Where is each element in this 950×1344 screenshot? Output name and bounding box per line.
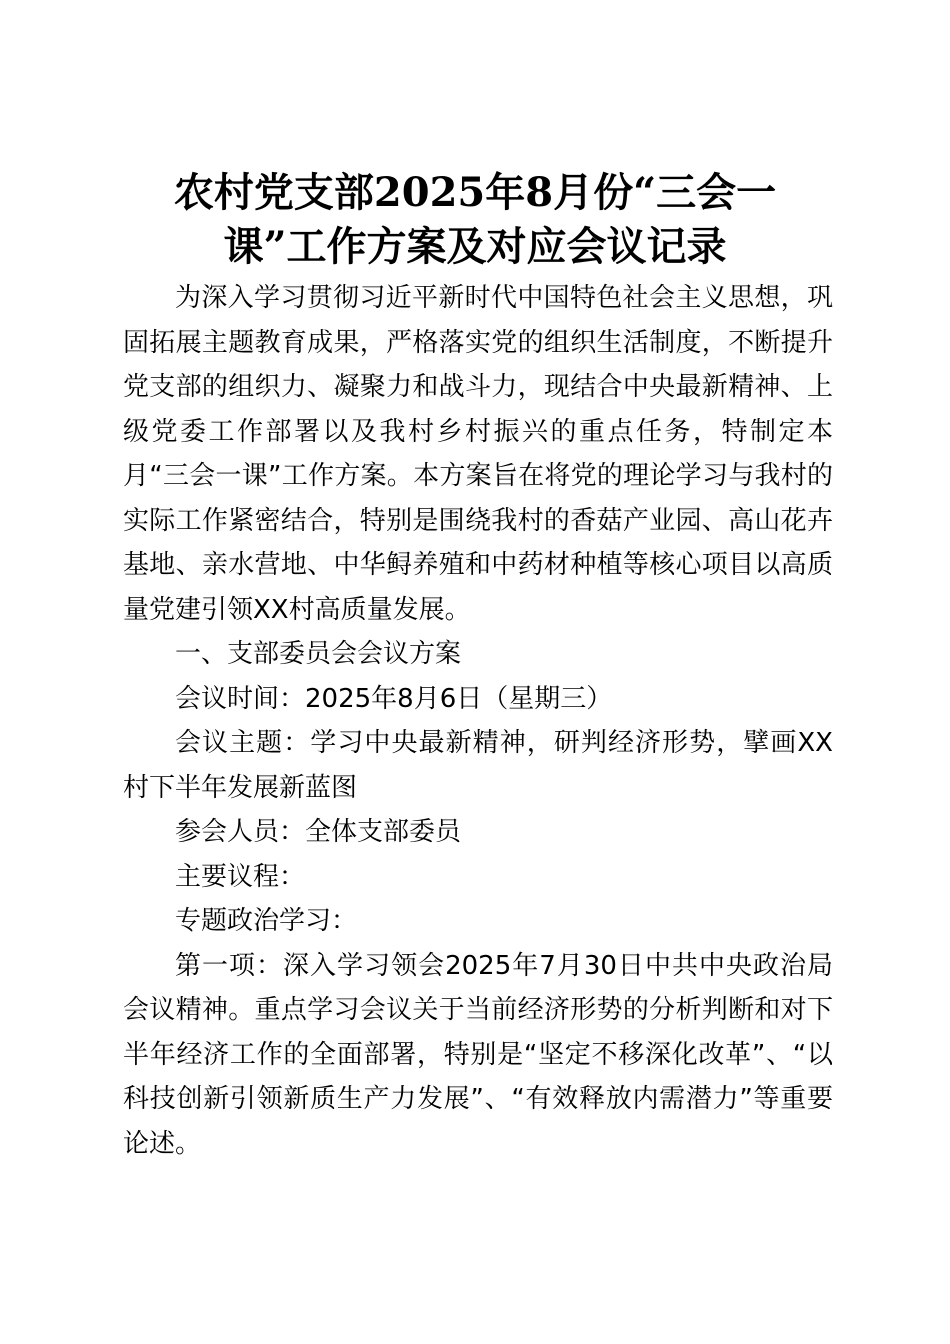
section-heading-committee-meeting: 一、支部委员会会议方案	[175, 639, 462, 669]
document-title-line-2: 课”工作方案及对应会议记录	[223, 223, 727, 270]
paragraph-item-one: 第一项：深入学习领会2025年7月30日中共中央政治局会议精神。重点学习会议关于当前经济形势的分析判断和对下半年经济工作的全面部署，特别是“坚定不移深化改革”、“以科技创新引领新质生产力发展”、“有效释放内需潜力”等重要论述。	[123, 950, 833, 1159]
paragraph-intro: 为深入学习贯彻习近平新时代中国特色社会主义思想，巩固拓展主题教育成果，严格落实党的组织生活制度，不断提升党支部的组织力、凝聚力和战斗力，现结合中央最新精神、上级党委工作部署以及我村乡村振兴的重点任务，特制定本月“三会一课”工作方案。本方案旨在将党的理论学习与我村的实际工作紧密结合，特别是围绕我村的香菇产业园、高山花卉基地、亲水营地、中华鲟养殖和中药材种植等核心项目以高质量党建引领XX村高质量发展。	[123, 283, 833, 625]
document-title-line-1: 农村党支部2025年8月份“三会一	[173, 169, 777, 216]
paragraph-meeting-time: 会议时间：2025年8月6日（星期三）	[175, 683, 613, 714]
paragraph-study-label: 专题政治学习：	[175, 906, 358, 936]
paragraph-agenda-label: 主要议程：	[175, 861, 306, 892]
paragraph-attendees: 参会人员：全体支部委员	[175, 817, 462, 847]
paragraph-meeting-theme: 会议主题：学习中央最新精神，研判经济形势，擘画XX村下半年发展新蓝图	[123, 728, 833, 803]
document-body	[123, 276, 833, 1166]
